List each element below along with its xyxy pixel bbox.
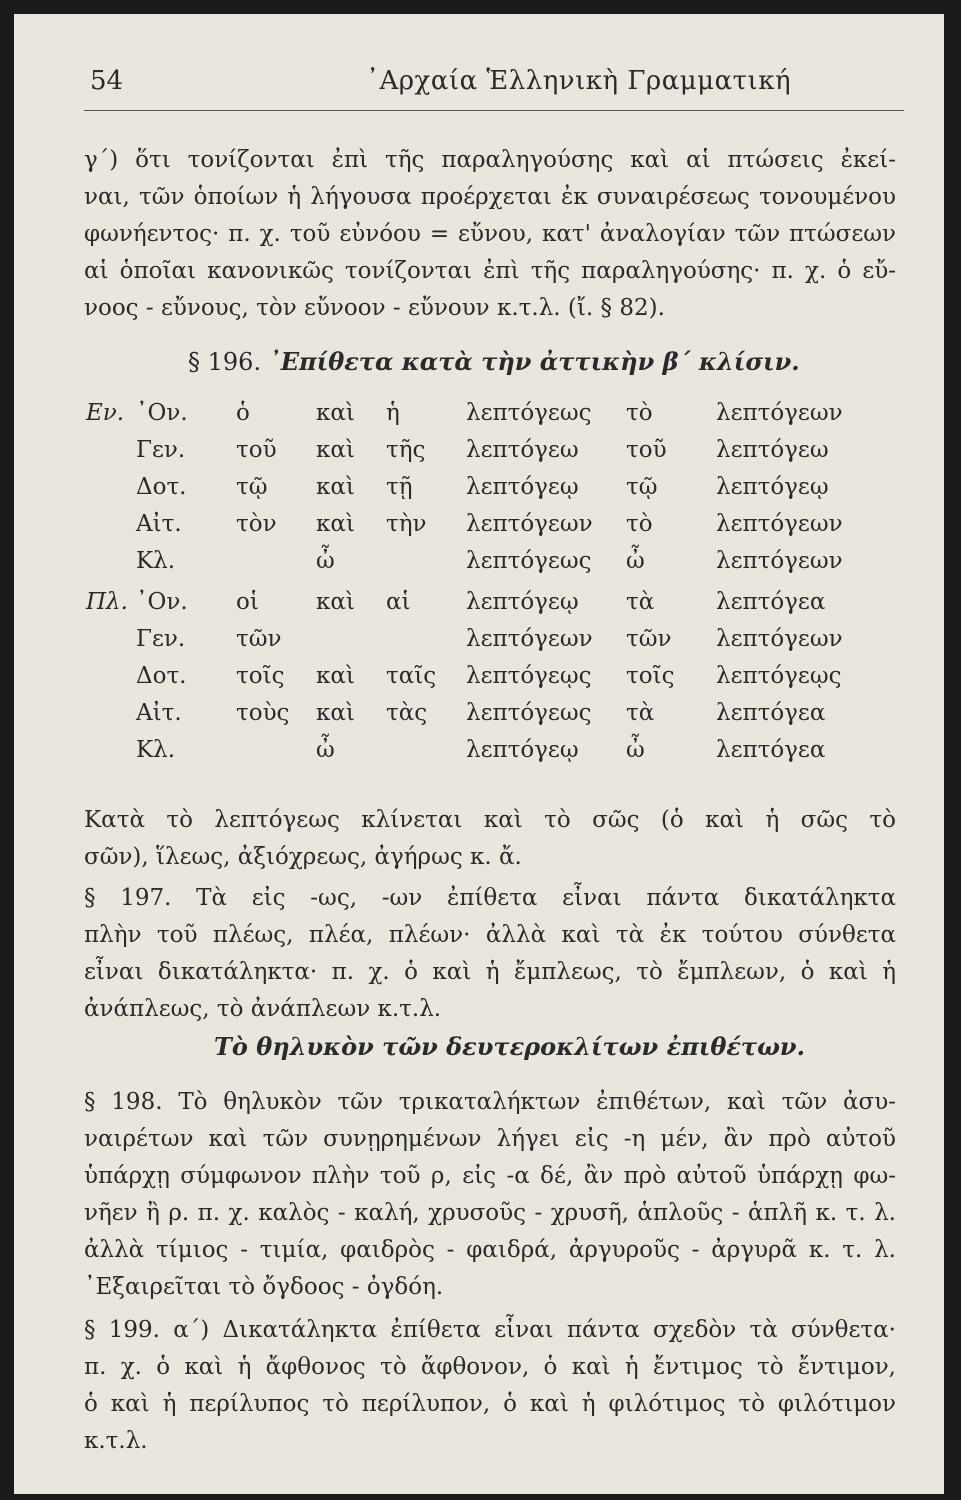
declension-cell-article-neut: τὸ bbox=[626, 399, 653, 426]
declension-cell-number-label bbox=[86, 657, 136, 694]
declension-cell-article-neut: ὦ bbox=[626, 547, 645, 574]
declension-cell-article-fem: ταῖς bbox=[386, 662, 437, 689]
declension-cell-number-label: Πλ. bbox=[86, 588, 128, 615]
declension-cell-article-masc: οἱ bbox=[236, 588, 259, 615]
declension-cell-case-label: Κλ. bbox=[136, 547, 176, 574]
declension-row bbox=[86, 542, 856, 579]
section-196-number: § 196. bbox=[188, 348, 262, 376]
running-title: ᾿Αρχαία Ἑλληνικὴ Γραμματική bbox=[366, 66, 792, 96]
declension-cell-number-label bbox=[86, 505, 136, 542]
declension-cell-number-label bbox=[86, 542, 136, 579]
declension-row bbox=[86, 505, 856, 542]
declension-cell-article-fem: τὴν bbox=[386, 510, 427, 537]
page-header bbox=[84, 66, 884, 106]
declension-cell-adj-masc-fem: λεπτόγεως bbox=[466, 547, 592, 574]
para-197-line: ἀνάπλεως, τὸ ἀνάπλεων κ.τ.λ. bbox=[84, 996, 442, 1022]
declension-cell-article-masc: τῷ bbox=[236, 473, 268, 500]
declension-cell-number-label bbox=[86, 620, 136, 657]
declension-cell-case-label: Αἰτ. bbox=[136, 699, 182, 726]
para-198-line: ναιρέτων καὶ τῶν συνῃρημένων λήγει εἰς -η μέν, ἂν πρὸ αὐτοῦ bbox=[84, 1126, 896, 1152]
declension-cell-adj-neut: λεπτόγεα bbox=[716, 736, 826, 763]
declension-row bbox=[86, 694, 856, 731]
para-kata-line: Κατὰ τὸ λεπτόγεως κλίνεται καὶ τὸ σῶς (ὁ καὶ ἡ σῶς τὸ bbox=[84, 807, 896, 833]
declension-cell-case-label: Κλ. bbox=[136, 736, 176, 763]
para-198-line: ἀλλὰ τίμιος - τιμία, φαιδρὸς - φαιδρά, ἀργυροῦς - ἀργυρᾶ κ. τ. λ. bbox=[84, 1237, 896, 1263]
declension-cell-article-neut: τῶν bbox=[626, 625, 672, 652]
declension-cell-article-masc bbox=[236, 731, 316, 768]
declension-cell-conj: καὶ bbox=[316, 436, 355, 463]
page-number: 54 bbox=[90, 66, 124, 96]
declension-cell-conj: καὶ bbox=[316, 699, 355, 726]
declension-cell-adj-masc-fem: λεπτόγεως bbox=[466, 699, 592, 726]
para-197-line: πλὴν τοῦ πλέως, πλέα, πλέων· ἀλλὰ καὶ τὰ ἐκ τούτου σύνθετα bbox=[84, 922, 896, 948]
declension-cell-adj-masc-fem: λεπτόγεως bbox=[466, 399, 592, 426]
declension-cell-adj-masc-fem: λεπτόγεων bbox=[466, 510, 593, 537]
declension-cell-article-masc: τοῖς bbox=[236, 662, 285, 689]
declension-row bbox=[86, 431, 856, 468]
declension-cell-adj-masc-fem: λεπτόγεῳ bbox=[466, 588, 579, 615]
declension-cell-article-masc: ὁ bbox=[236, 399, 250, 426]
declension-cell-article-masc: τὸν bbox=[236, 510, 277, 537]
declension-row bbox=[86, 468, 856, 505]
declension-cell-conj: καὶ bbox=[316, 662, 355, 689]
declension-cell-case-label: ᾿Ον. bbox=[136, 399, 188, 426]
declension-cell-case-label: Γεν. bbox=[136, 436, 186, 463]
declension-cell-article-masc: τοῦ bbox=[236, 436, 277, 463]
declension-cell-number-label bbox=[86, 694, 136, 731]
declension-cell-adj-neut: λεπτόγεων bbox=[716, 399, 843, 426]
declension-cell-adj-neut: λεπτόγεα bbox=[716, 699, 826, 726]
declension-cell-number-label bbox=[86, 468, 136, 505]
declension-cell-article-neut: τοῖς bbox=[626, 662, 675, 689]
declension-cell-conj: καὶ bbox=[316, 588, 355, 615]
declension-cell-conj: ὦ bbox=[316, 547, 335, 574]
declension-cell-article-neut: τὰ bbox=[626, 588, 655, 615]
para-gamma-line: ναι, τῶν ὁποίων ἡ λήγουσα προέρχεται ἐκ συναιρέσεως τονουμένου bbox=[84, 184, 896, 210]
para-199-line: § 199. α´) Δικατάληκτα ἐπίθετα εἶναι πάντα σχεδὸν τὰ σύνθετα· bbox=[84, 1317, 896, 1343]
declension-cell-adj-masc-fem: λεπτόγεῳς bbox=[466, 662, 592, 689]
declension-cell-conj: καὶ bbox=[316, 399, 355, 426]
para-199-line: ὁ καὶ ἡ περίλυπος τὸ περίλυπον, ὁ καὶ ἡ φιλότιμος τὸ φιλότιμον κ.τ.λ. bbox=[84, 1391, 896, 1454]
para-gamma-line: νοος - εὔνους, τὸν εὔνοον - εὔνουν κ.τ.λ. (ἴ. § 82). bbox=[84, 295, 665, 321]
declension-cell-adj-masc-fem: λεπτόγεων bbox=[466, 625, 593, 652]
declension-row bbox=[86, 394, 856, 431]
declension-row bbox=[86, 731, 856, 768]
declension-cell-adj-neut: λεπτόγεα bbox=[716, 588, 826, 615]
declension-cell-article-masc bbox=[236, 542, 316, 579]
declension-cell-article-fem: τῆς bbox=[386, 436, 426, 463]
declension-cell-article-neut: τὸ bbox=[626, 510, 653, 537]
para-198-line: ὑπάρχῃ σύμφωνον πλὴν τοῦ ρ, εἰς -α δέ, ἂν πρὸ αὐτοῦ ὑπάρχῃ φω- bbox=[84, 1163, 896, 1189]
declension-cell-article-neut: τοῦ bbox=[626, 436, 667, 463]
declension-row bbox=[86, 620, 856, 657]
declension-cell-article-masc: τοὺς bbox=[236, 699, 290, 726]
declension-row bbox=[86, 579, 856, 620]
para-198-line: ᾿Εξαιρεῖται τὸ ὄγδοος - ὀγδόη. bbox=[84, 1274, 444, 1300]
declension-cell-adj-masc-fem: λεπτόγεω bbox=[466, 436, 579, 463]
para-kata-line: σῶν), ἵλεως, ἀξιόχρεως, ἀγήρως κ. ἄ. bbox=[84, 844, 522, 870]
declension-cell-article-neut: τὰ bbox=[626, 699, 655, 726]
para-gamma-line: γ´) ὅτι τονίζονται ἐπὶ τῆς παραληγούσης καὶ αἱ πτώσεις ἐκεί- bbox=[84, 147, 896, 173]
declension-cell-article-neut: τῷ bbox=[626, 473, 658, 500]
declension-cell-case-label: Δοτ. bbox=[136, 662, 187, 689]
declension-row bbox=[86, 657, 856, 694]
declension-cell-adj-masc-fem: λεπτόγεῳ bbox=[466, 736, 579, 763]
book-page bbox=[14, 14, 944, 1494]
para-197-line: § 197. Τὰ εἰς -ως, -ων ἐπίθετα εἶναι πάντα δικατάληκτα bbox=[84, 885, 896, 911]
declension-cell-conj bbox=[316, 620, 386, 657]
declension-cell-conj: καὶ bbox=[316, 473, 355, 500]
feminine-subheading: Τὸ θηλυκὸν τῶν δευτεροκλίτων ἐπιθέτων. bbox=[214, 1032, 805, 1061]
declension-table bbox=[86, 394, 856, 768]
declension-cell-adj-neut: λεπτόγεων bbox=[716, 625, 843, 652]
para-198-line: νῆεν ἢ ρ. π. χ. καλὸς - καλή, χρυσοῦς - χρυσῆ, ἁπλοῦς - ἁπλῆ κ. τ. λ. bbox=[84, 1200, 896, 1226]
para-199-line: π. χ. ὁ καὶ ἡ ἄφθονος τὸ ἄφθονον, ὁ καὶ ἡ ἔντιμος τὸ ἔντιμον, bbox=[84, 1354, 896, 1380]
para-gamma-line: αἱ ὁποῖαι κανονικῶς τονίζονται ἐπὶ τῆς παραληγούσης· π. χ. ὁ εὔ- bbox=[84, 258, 896, 284]
declension-cell-conj: ὦ bbox=[316, 736, 335, 763]
declension-cell-adj-neut: λεπτόγεων bbox=[716, 510, 843, 537]
declension-cell-adj-neut: λεπτόγεῳ bbox=[716, 473, 829, 500]
declension-cell-article-fem: τὰς bbox=[386, 699, 428, 726]
para-197-line: εἶναι δικατάληκτα· π. χ. ὁ καὶ ἡ ἔμπλεως, τὸ ἔμπλεων, ὁ καὶ ἡ bbox=[84, 959, 896, 985]
declension-cell-article-fem: αἱ bbox=[386, 588, 411, 615]
declension-cell-article-neut: ὦ bbox=[626, 736, 645, 763]
declension-cell-article-fem: ἡ bbox=[386, 399, 400, 426]
declension-cell-article-fem: τῇ bbox=[386, 473, 413, 500]
declension-cell-adj-neut: λεπτόγεω bbox=[716, 436, 829, 463]
section-196-heading bbox=[188, 347, 800, 376]
declension-cell-article-fem bbox=[386, 731, 466, 768]
declension-cell-adj-neut: λεπτόγεῳς bbox=[716, 662, 842, 689]
declension-cell-adj-masc-fem: λεπτόγεῳ bbox=[466, 473, 579, 500]
para-198-line: § 198. Τὸ θηλυκὸν τῶν τρικαταλήκτων ἐπιθέτων, καὶ τῶν ἀσυ- bbox=[84, 1089, 896, 1115]
section-196-title: ᾿Επίθετα κατὰ τὴν ἀττικὴν β´ κλίσιν. bbox=[268, 347, 800, 376]
declension-cell-number-label bbox=[86, 731, 136, 768]
declension-cell-case-label: Δοτ. bbox=[136, 473, 187, 500]
declension-cell-case-label: Αἰτ. bbox=[136, 510, 182, 537]
declension-cell-number-label: Εν. bbox=[86, 399, 125, 426]
declension-cell-conj: καὶ bbox=[316, 510, 355, 537]
declension-cell-adj-neut: λεπτόγεων bbox=[716, 547, 843, 574]
declension-cell-case-label: Γεν. bbox=[136, 625, 186, 652]
declension-cell-article-masc: τῶν bbox=[236, 625, 282, 652]
declension-cell-number-label bbox=[86, 431, 136, 468]
declension-cell-case-label: ᾿Ον. bbox=[136, 588, 188, 615]
header-rule bbox=[84, 110, 904, 111]
para-gamma-line: φωνήεντος· π. χ. τοῦ εὐνόου = εὔνου, κατ' ἀναλογίαν τῶν πτώσεων bbox=[84, 221, 896, 247]
declension-cell-article-fem bbox=[386, 542, 466, 579]
declension-cell-article-fem bbox=[386, 620, 466, 657]
